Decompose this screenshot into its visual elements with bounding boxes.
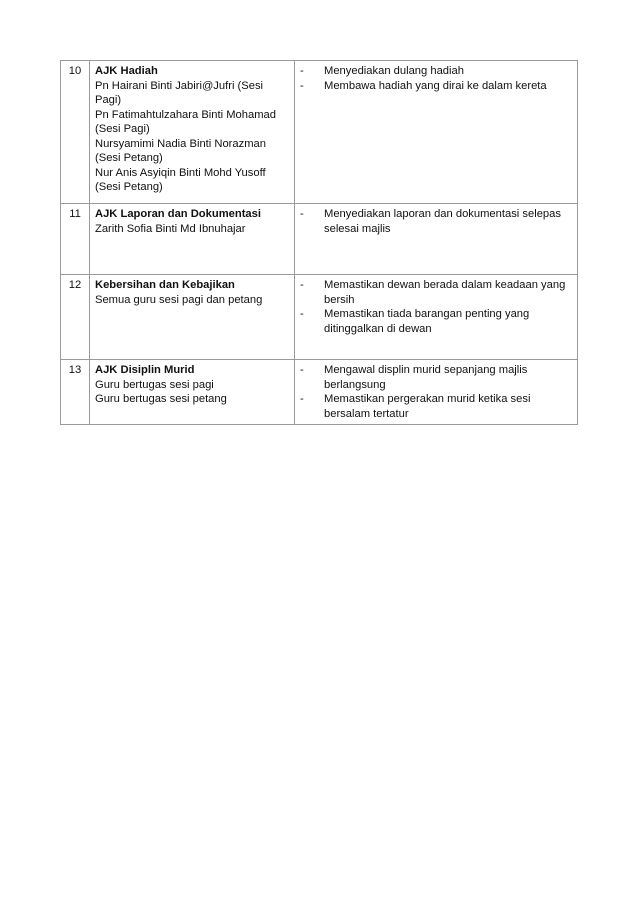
task-item: [300, 363, 572, 392]
row-number: 11: [61, 204, 90, 275]
task-text: Memastikan pergerakan murid ketika sesi bersalam tertatur: [324, 393, 531, 420]
dash-bullet: -: [300, 393, 304, 405]
member-name: Guru bertugas sesi pagi: [95, 378, 214, 391]
committee-name: Kebersihan dan Kebajikan: [95, 279, 235, 291]
dash-bullet: -: [300, 65, 304, 77]
table-row: [61, 204, 578, 275]
task-item: [300, 207, 572, 236]
committee-table: [60, 60, 578, 425]
task-list: [300, 278, 572, 336]
table-row: [61, 360, 578, 425]
committee-name: AJK Hadiah: [95, 65, 158, 77]
task-text: Memastikan dewan berada dalam keadaan yang bersih: [324, 279, 566, 306]
committee-name: AJK Disiplin Murid: [95, 364, 195, 376]
task-item: [300, 278, 572, 307]
dash-bullet: -: [300, 364, 304, 376]
task-list: [300, 207, 572, 236]
task-cell: [295, 275, 578, 360]
task-list: [300, 363, 572, 421]
dash-bullet: -: [300, 308, 304, 320]
task-cell: [295, 61, 578, 204]
member-name: Semua guru sesi pagi dan petang: [95, 293, 263, 306]
task-text: Memastikan tiada barangan penting yang ditinggalkan di dewan: [324, 308, 530, 335]
task-cell: [295, 360, 578, 425]
row-number: 12: [61, 275, 90, 360]
task-text: Membawa hadiah yang dirai ke dalam kereta: [324, 79, 547, 92]
task-text: Mengawal displin murid sepanjang majlis berlangsung: [324, 364, 528, 391]
row-number: 10: [61, 61, 90, 204]
dash-bullet: -: [300, 79, 304, 92]
dash-bullet: -: [300, 279, 304, 291]
committee-name: AJK Laporan dan Dokumentasi: [95, 208, 261, 220]
task-item: [300, 79, 572, 94]
table-row: [61, 275, 578, 360]
task-item: [300, 307, 572, 336]
committee-cell: [90, 204, 295, 275]
member-name: Pn Fatimahtulzahara Binti Mohamad (Sesi Pagi): [95, 108, 276, 135]
dash-bullet: -: [300, 208, 304, 220]
task-text: Menyediakan laporan dan dokumentasi selepas selesai majlis: [324, 208, 561, 235]
committee-cell: [90, 61, 295, 204]
task-text: Menyediakan dulang hadiah: [324, 65, 464, 77]
task-item: [300, 392, 572, 421]
member-name: Nursyamimi Nadia Binti Norazman (Sesi Petang): [95, 137, 266, 164]
task-item: [300, 64, 572, 79]
task-cell: [295, 204, 578, 275]
table-row: [61, 61, 578, 204]
committee-cell: [90, 360, 295, 425]
member-name: Zarith Sofia Binti Md Ibnuhajar: [95, 222, 246, 235]
committee-cell: [90, 275, 295, 360]
member-name: Nur Anis Asyiqin Binti Mohd Yusoff (Sesi Petang): [95, 166, 266, 193]
member-name: Pn Hairani Binti Jabiri@Jufri (Sesi Pagi): [95, 79, 264, 106]
member-name: Guru bertugas sesi petang: [95, 393, 227, 405]
task-list: [300, 64, 572, 93]
row-number: 13: [61, 360, 90, 425]
